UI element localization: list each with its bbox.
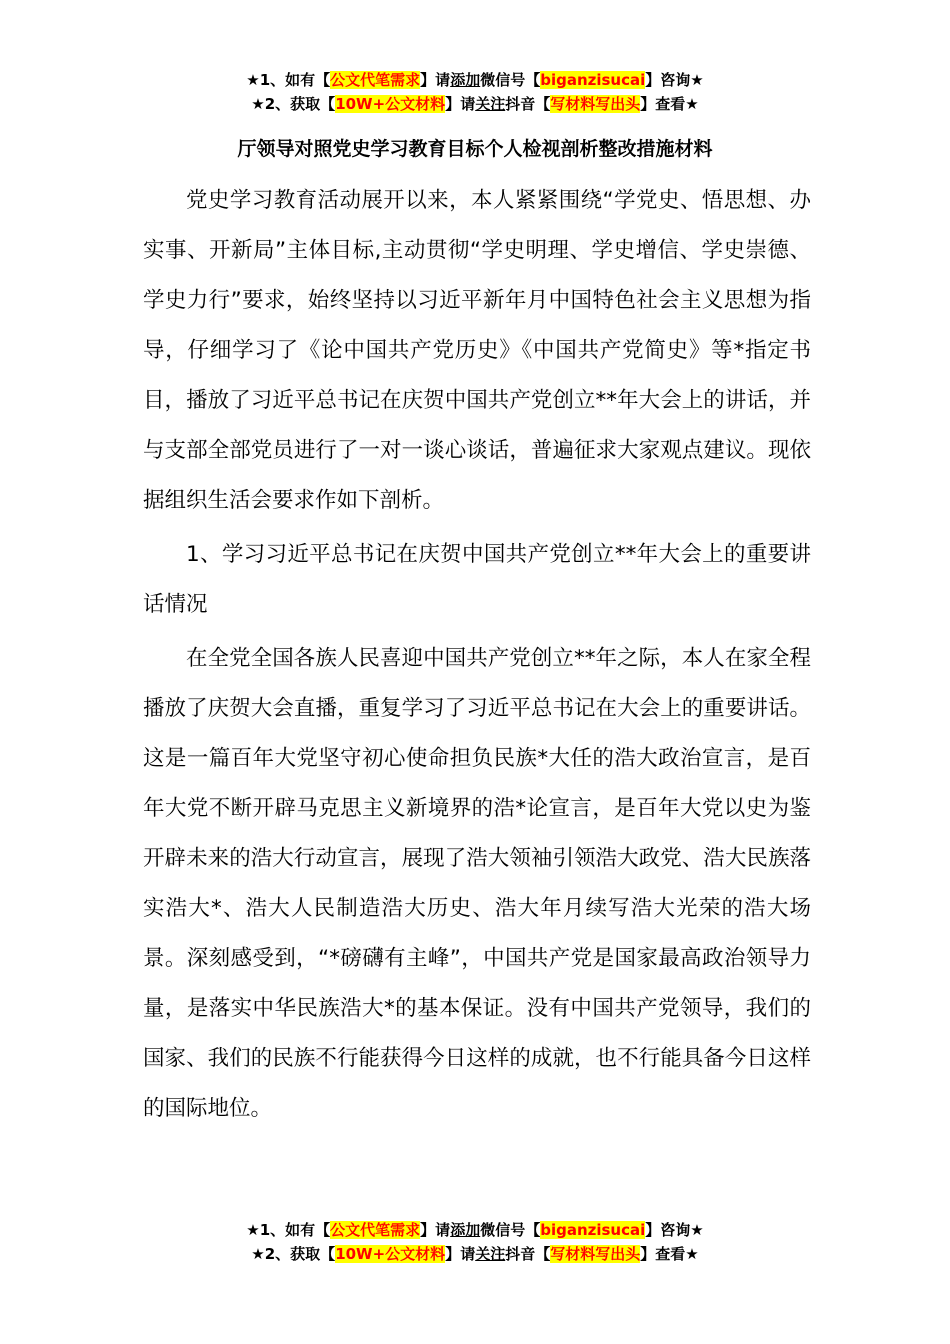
header-line-1-emphasis: 添加 bbox=[450, 71, 481, 89]
footer-line-1-emphasis: 添加 bbox=[450, 1221, 481, 1239]
document-title: 厅领导对照党史学习教育目标个人检视剖析整改措施材料 bbox=[237, 138, 713, 160]
header-line-2-suffix: 】查看★ bbox=[640, 95, 699, 113]
header-highlight-wechat-id: biganzisucai bbox=[540, 71, 646, 89]
footer-line-1-text: 】请 bbox=[420, 1221, 451, 1239]
footer-line-2 bbox=[0, 1242, 950, 1266]
header-highlight-service: 公文代笔需求 bbox=[330, 71, 421, 89]
footer-line-2-prefix: ★2、获取【 bbox=[251, 1245, 336, 1263]
header-highlight-douyin-id: 写材料写出头 bbox=[550, 95, 641, 113]
header-line-2-prefix: ★2、获取【 bbox=[251, 95, 336, 113]
footer-line-1-suffix: 】咨询★ bbox=[645, 1221, 704, 1239]
header-banner bbox=[0, 68, 950, 116]
footer-highlight-materials: 10W+公文材料 bbox=[335, 1245, 446, 1263]
footer-line-1-prefix: ★1、如有【 bbox=[246, 1221, 331, 1239]
header-line-1-text: 】请 bbox=[420, 71, 451, 89]
document-body bbox=[143, 176, 811, 1138]
header-line-2-emphasis: 关注 bbox=[475, 95, 506, 113]
footer-line-2-text: 】请 bbox=[445, 1245, 476, 1263]
paragraph: 在全党全国各族人民喜迎中国共产党创立**年之际，本人在家全程播放了庆贺大会直播，重复学习了习近平总书记在大会上的重要讲话。这是一篇百年大党坚守初心使命担负民族*大任的浩大政治宣言，是百年大党不断开辟马克思主义新境界的浩*论宣言，是百年大党以史为鉴开辟未来的浩大行动宣言，展现了浩大领袖引领浩大政党、浩大民族落实浩大*、浩大人民制造浩大历史、浩大年月续写浩大光荣的浩大场景。深刻感受到，“*磅礴有主峰”，中国共产党是国家最高政治领导力量，是落实中华民族浩大*的基本保证。没有中国共产党领导，我们的国家、我们的民族不行能获得今日这样的成就，也不行能具备今日这样的国际地位。 bbox=[143, 646, 811, 1121]
footer-line-1-text-2: 微信号【 bbox=[480, 1221, 541, 1239]
footer-highlight-service: 公文代笔需求 bbox=[330, 1221, 421, 1239]
footer-line-2-text-2: 抖音【 bbox=[505, 1245, 551, 1263]
header-line-2 bbox=[0, 92, 950, 116]
footer-line-2-suffix: 】查看★ bbox=[640, 1245, 699, 1263]
footer-highlight-wechat-id: biganzisucai bbox=[540, 1221, 646, 1239]
header-line-1-suffix: 】咨询★ bbox=[645, 71, 704, 89]
footer-banner bbox=[0, 1218, 950, 1266]
header-line-2-text-2: 抖音【 bbox=[505, 95, 551, 113]
footer-line-2-emphasis: 关注 bbox=[475, 1245, 506, 1263]
header-highlight-materials: 10W+公文材料 bbox=[335, 95, 446, 113]
footer-highlight-douyin-id: 写材料写出头 bbox=[550, 1245, 641, 1263]
header-line-1 bbox=[0, 68, 950, 92]
footer-line-1 bbox=[0, 1218, 950, 1242]
header-line-2-text: 】请 bbox=[445, 95, 476, 113]
header-line-1-text-2: 微信号【 bbox=[480, 71, 541, 89]
paragraph: 党史学习教育活动展开以来，本人紧紧围绕“学党史、悟思想、办实事、开新局”主体目标,主动贯彻“学史明理、学史增信、学史崇德、学史力行”要求，始终坚持以习近平新年月中国特色社会主义思想为指导，仔细学习了《论中国共产党历史》《中国共产党简史》等*指定书目，播放了习近平总书记在庆贺中国共产党创立**年大会上的讲话，并与支部全部党员进行了一对一谈心谈话，普遍征求大家观点建议。现依据组织生活会要求作如下剖析。 bbox=[143, 188, 811, 513]
header-line-1-prefix: ★1、如有【 bbox=[246, 71, 331, 89]
paragraph: 1、学习习近平总书记在庆贺中国共产党创立**年大会上的重要讲话情况 bbox=[143, 542, 811, 617]
